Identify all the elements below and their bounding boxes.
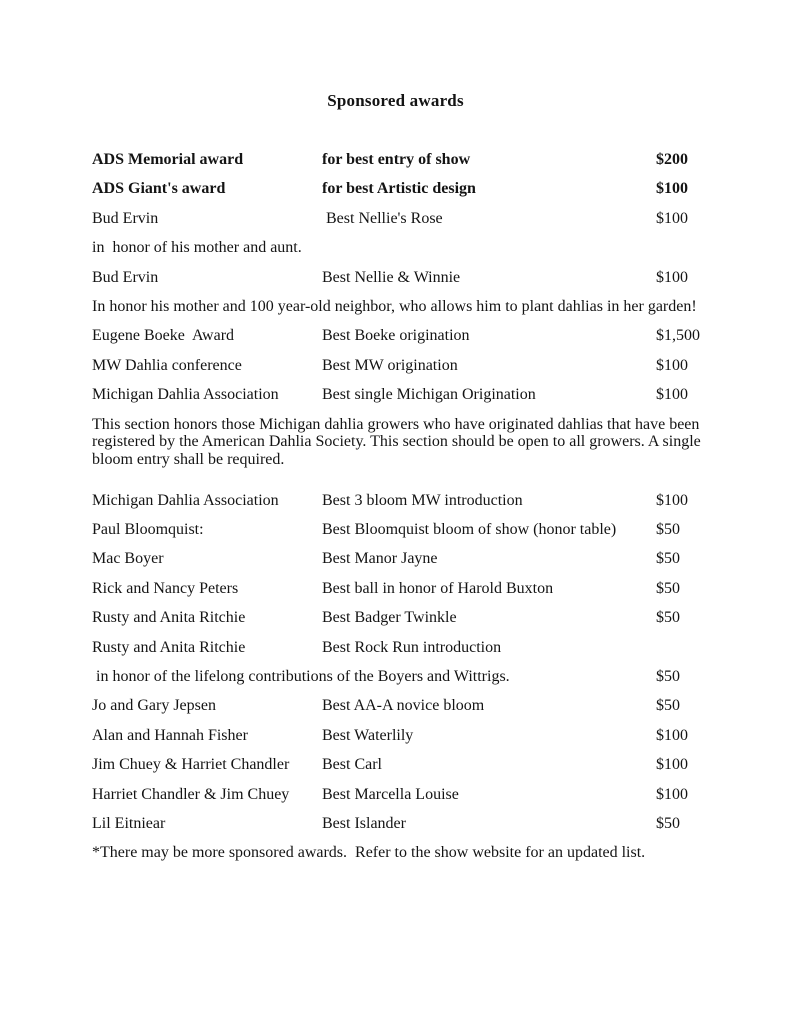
sponsor-cell: Paul Bloomquist: — [92, 521, 204, 539]
table-row — [92, 416, 720, 469]
amount-cell: $100 — [656, 386, 688, 404]
award-cell: Best Boeke origination — [322, 327, 470, 345]
award-cell: Best Islander — [322, 814, 406, 832]
table-row — [92, 521, 720, 538]
awards-table — [92, 151, 720, 832]
sponsor-cell: Rusty and Anita Ritchie — [92, 609, 246, 627]
amount-cell: $200 — [656, 151, 688, 168]
award-cell: Best MW origination — [322, 356, 458, 374]
amount-cell: $50 — [656, 609, 680, 627]
sponsor-cell: Michigan Dahlia Association — [92, 386, 279, 404]
table-row — [92, 697, 720, 714]
table-row — [92, 786, 720, 803]
sponsor-cell: Rusty and Anita Ritchie — [92, 638, 246, 656]
sponsor-cell: Alan and Hannah Fisher — [92, 726, 248, 744]
note-cell: In honor his mother and 100 year-old neighbor, who allows him to plant dahlias in her garden! — [92, 297, 697, 315]
award-cell: Best single Michigan Origination — [322, 386, 536, 404]
amount-cell: $100 — [656, 491, 688, 509]
sponsor-cell: Harriet Chandler & Jim Chuey — [92, 785, 290, 803]
table-row — [92, 668, 720, 685]
amount-cell: $100 — [656, 756, 688, 774]
award-cell: for best entry of show — [322, 151, 471, 168]
award-cell: for best Artistic design — [322, 180, 476, 198]
amount-cell: $100 — [656, 726, 688, 744]
award-cell: Best Nellie & Winnie — [322, 268, 461, 286]
award-cell: Best Bloomquist bloom of show (honor table) — [322, 521, 617, 539]
table-row — [92, 357, 720, 374]
award-cell: Best AA-A novice bloom — [322, 697, 485, 715]
sponsor-cell: Rick and Nancy Peters — [92, 579, 239, 597]
table-row — [92, 727, 720, 744]
amount-cell: $1,500 — [656, 327, 700, 345]
sponsor-cell: Lil Eitniear — [92, 814, 166, 832]
table-row — [92, 580, 720, 597]
table-row — [92, 239, 720, 256]
content-area — [92, 151, 720, 861]
sponsor-cell: Bud Ervin — [92, 268, 159, 286]
table-row — [92, 550, 720, 567]
sponsor-cell: MW Dahlia conference — [92, 356, 242, 374]
amount-cell: $100 — [656, 785, 688, 803]
sponsor-cell: Jim Chuey & Harriet Chandler — [92, 756, 290, 774]
amount-cell: $100 — [656, 180, 688, 198]
footnote: *There may be more sponsored awards. Refer to the show website for an updated list. — [92, 844, 646, 862]
table-row — [92, 269, 720, 286]
sponsor-cell: Michigan Dahlia Association — [92, 491, 279, 509]
table-row — [92, 756, 720, 773]
sponsor-cell: ADS Memorial award — [92, 151, 244, 168]
award-cell: Best Nellie's Rose — [322, 209, 443, 227]
page-title: Sponsored awards — [327, 91, 464, 110]
amount-cell: $50 — [656, 579, 680, 597]
amount-cell: $100 — [656, 356, 688, 374]
amount-cell: $50 — [656, 667, 680, 685]
table-row — [92, 639, 720, 656]
table-row — [92, 609, 720, 626]
amount-cell: $100 — [656, 268, 688, 286]
table-row — [92, 815, 720, 832]
award-cell: Best Marcella Louise — [322, 785, 459, 803]
sponsor-cell: Eugene Boeke Award — [92, 327, 235, 345]
amount-cell: $50 — [656, 697, 680, 715]
award-cell: Best Rock Run introduction — [322, 638, 502, 656]
table-row — [92, 210, 720, 227]
table-row — [92, 180, 720, 197]
note-cell: in honor of his mother and aunt. — [92, 239, 302, 257]
award-cell: Best Waterlily — [322, 726, 414, 744]
amount-cell — [656, 639, 720, 656]
amount-cell: $50 — [656, 550, 680, 568]
note-cell: in honor of the lifelong contributions of the Boyers and Wittrigs. — [92, 667, 510, 685]
note-cell: This section honors those Michigan dahlia growers who have originated dahlias that have been registered by the American Dahlia Society. This section should be open to all growers. A single bloom entry shall be required. — [92, 415, 701, 468]
table-row — [92, 327, 720, 344]
amount-cell: $50 — [656, 521, 680, 539]
sponsor-cell: Mac Boyer — [92, 550, 164, 568]
award-cell: Best 3 bloom MW introduction — [322, 491, 523, 509]
sponsor-cell: Bud Ervin — [92, 209, 159, 227]
sponsor-cell: Jo and Gary Jepsen — [92, 697, 216, 715]
table-row — [92, 386, 720, 403]
table-row — [92, 151, 720, 168]
award-cell: Best Badger Twinkle — [322, 609, 457, 627]
amount-cell: $100 — [656, 209, 688, 227]
table-row — [92, 298, 720, 315]
award-cell: Best Manor Jayne — [322, 550, 438, 568]
sponsor-cell: ADS Giant's award — [92, 180, 226, 198]
award-cell: Best Carl — [322, 756, 382, 774]
amount-cell: $50 — [656, 814, 680, 832]
award-cell: Best ball in honor of Harold Buxton — [322, 579, 554, 597]
table-row — [92, 492, 720, 509]
